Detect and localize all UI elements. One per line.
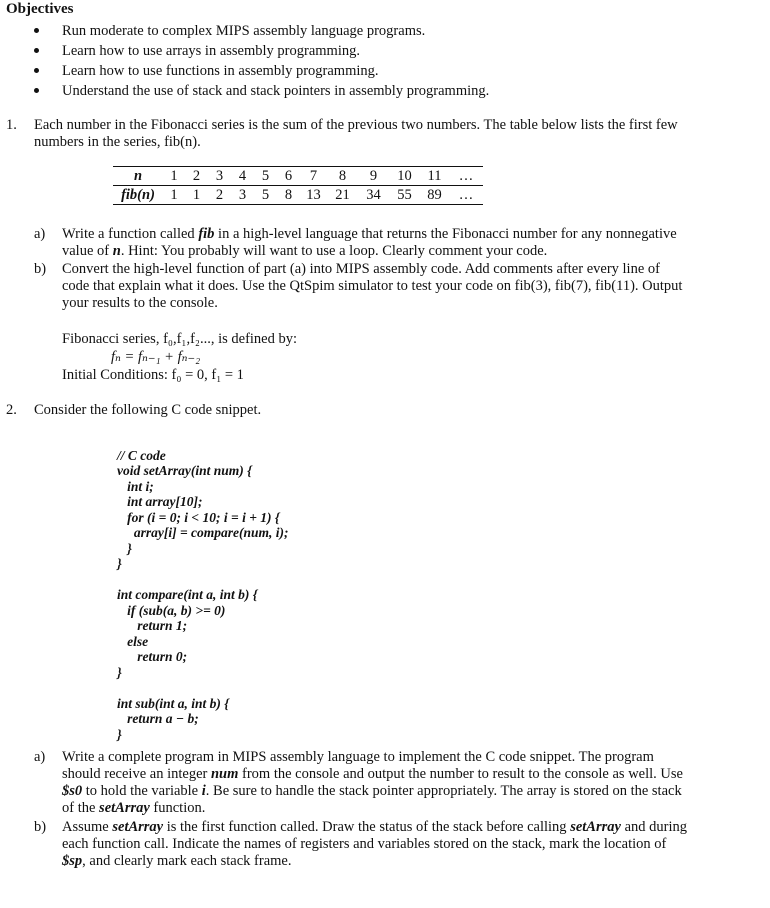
fibonacci-table xyxy=(113,166,483,205)
table-cell: 89 xyxy=(420,186,449,205)
fibonacci-initial-conditions: Initial Conditions: f₀ = 0, f₁ = 1 xyxy=(62,367,244,383)
table-cell: 2 xyxy=(208,186,231,205)
text-line: Convert the high-level function of part (a) into MIPS assembly code. Add comments after every line of xyxy=(62,261,660,277)
code-line: int sub(int a, int b) { xyxy=(117,695,229,711)
objective-item: Learn how to use arrays in assembly programming. xyxy=(34,41,489,61)
part-label: b) xyxy=(34,261,47,277)
text-run: value of xyxy=(62,243,113,259)
question-2-number: 2. xyxy=(6,402,17,418)
code-line xyxy=(117,572,289,588)
text-run: . Be sure to handle the stack pointer appropriately. The array is stored on the stack xyxy=(205,783,682,799)
objective-item: Understand the use of stack and stack pointers in assembly programming. xyxy=(34,81,489,101)
objective-item: Run moderate to complex MIPS assembly language programs. xyxy=(34,21,489,41)
question-1-line-1: Each number in the Fibonacci series is the sum of the previous two numbers. The table below lists the first few xyxy=(34,117,678,133)
code-line: // C code xyxy=(117,447,166,463)
question-2a-text xyxy=(62,749,722,817)
text-emphasis: num xyxy=(210,766,239,782)
question-1a-text xyxy=(62,226,722,260)
table-cell: 3 xyxy=(231,186,254,205)
code-line: void setArray(int num) { xyxy=(117,463,252,478)
text-run: should receive an integer xyxy=(62,766,211,782)
code-line: int array[10]; xyxy=(117,494,203,509)
part-label: a) xyxy=(34,226,46,242)
objective-item: Learn how to use functions in assembly programming. xyxy=(34,61,489,81)
table-cell: 4 xyxy=(231,167,254,186)
question-2-intro: Consider the following C code snippet. xyxy=(34,402,262,418)
table-cell: 9 xyxy=(358,167,389,186)
fibonacci-definition-intro: Fibonacci series, f₀,f₁,f₂..., is defined by: xyxy=(62,331,298,347)
code-line: } xyxy=(117,664,122,680)
code-line xyxy=(117,680,289,696)
question-1b-text xyxy=(62,261,722,312)
question-2b-text xyxy=(62,819,722,870)
c-code-snippet xyxy=(117,432,289,758)
text-emphasis: i xyxy=(201,783,206,799)
text-run: is the first function called. Draw the status of the stack before calling xyxy=(163,819,571,835)
table-header-fib: fib(n) xyxy=(113,186,163,205)
text-run: of the xyxy=(62,800,100,816)
text-run: , and clearly mark each stack frame. xyxy=(82,853,292,869)
text-line: your results to the console. xyxy=(62,295,218,311)
code-line: int compare(int a, int b) { xyxy=(117,587,258,602)
table-header-n: n xyxy=(113,167,163,186)
fibonacci-recurrence: fₙ = fₙ₋₁ + fₙ₋₂ xyxy=(111,349,201,365)
code-line: } xyxy=(117,556,122,571)
code-line: if (sub(a, b) >= 0) xyxy=(117,602,226,618)
table-cell: … xyxy=(449,167,483,186)
table-cell: 1 xyxy=(163,186,185,205)
text-run: Assume xyxy=(62,819,113,835)
table-cell: 5 xyxy=(254,167,277,186)
table-cell: 8 xyxy=(277,186,300,205)
code-line: } xyxy=(117,540,132,556)
text-run: from the console and output the number to result to the console as well. Use xyxy=(238,766,683,782)
table-cell: 34 xyxy=(358,186,389,205)
part-label: b) xyxy=(34,819,47,835)
text-line: each function call. Indicate the names of registers and variables stored on the stack, mark the location of xyxy=(62,836,667,852)
text-run: Write a function called xyxy=(62,226,199,242)
table-cell: 6 xyxy=(277,167,300,186)
code-line: for (i = 0; i < 10; i = i + 1) { xyxy=(117,509,280,525)
code-line: array[i] = compare(num, i); xyxy=(117,525,289,540)
text-emphasis: $s0 xyxy=(62,783,83,799)
part-label: a) xyxy=(34,749,46,765)
table-cell: 1 xyxy=(163,167,185,186)
code-line: return 0; xyxy=(117,649,188,664)
code-line: else xyxy=(117,633,149,649)
objectives-list xyxy=(34,21,489,101)
table-cell: 21 xyxy=(327,186,358,205)
text-emphasis: setArray xyxy=(570,819,621,835)
code-line: return 1; xyxy=(117,618,188,633)
text-emphasis: fib xyxy=(198,226,215,242)
objectives-heading: Objectives xyxy=(6,1,74,17)
table-cell: 5 xyxy=(254,186,277,205)
table-cell: 1 xyxy=(185,186,208,205)
text-emphasis: n xyxy=(112,243,121,259)
text-run: in a high-level language that returns the Fibonacci number for any nonnegative xyxy=(214,226,677,242)
text-run: to hold the variable xyxy=(82,783,202,799)
code-line: int i; xyxy=(117,478,154,494)
table-cell: 2 xyxy=(185,167,208,186)
table-cell: 11 xyxy=(420,167,449,186)
table-cell: 10 xyxy=(389,167,420,186)
table-cell: 3 xyxy=(208,167,231,186)
text-emphasis: setArray xyxy=(99,800,150,816)
text-emphasis: $sp xyxy=(62,853,83,869)
question-1-number: 1. xyxy=(6,117,17,133)
text-run: function. xyxy=(149,800,206,816)
text-line: code that explain what it does. Use the QtSpim simulator to test your code on fib(3), fib(7), fib(11). Output xyxy=(62,278,683,294)
table-cell: 13 xyxy=(300,186,327,205)
text-line: Write a complete program in MIPS assembly language to implement the C code snippet. The program xyxy=(62,749,654,765)
table-cell: … xyxy=(449,186,483,205)
code-line: } xyxy=(117,726,122,742)
table-cell: 55 xyxy=(389,186,420,205)
text-run: . Hint: You probably will want to use a loop. Clearly comment your code. xyxy=(120,243,548,259)
table-cell: 7 xyxy=(300,167,327,186)
code-line: return a − b; xyxy=(117,711,199,726)
text-emphasis: setArray xyxy=(112,819,164,835)
question-1-line-2: numbers in the series, fib(n). xyxy=(34,134,201,150)
table-row xyxy=(113,186,483,205)
table-cell: 8 xyxy=(327,167,358,186)
table-row xyxy=(113,167,483,186)
text-run: and during xyxy=(620,819,687,835)
